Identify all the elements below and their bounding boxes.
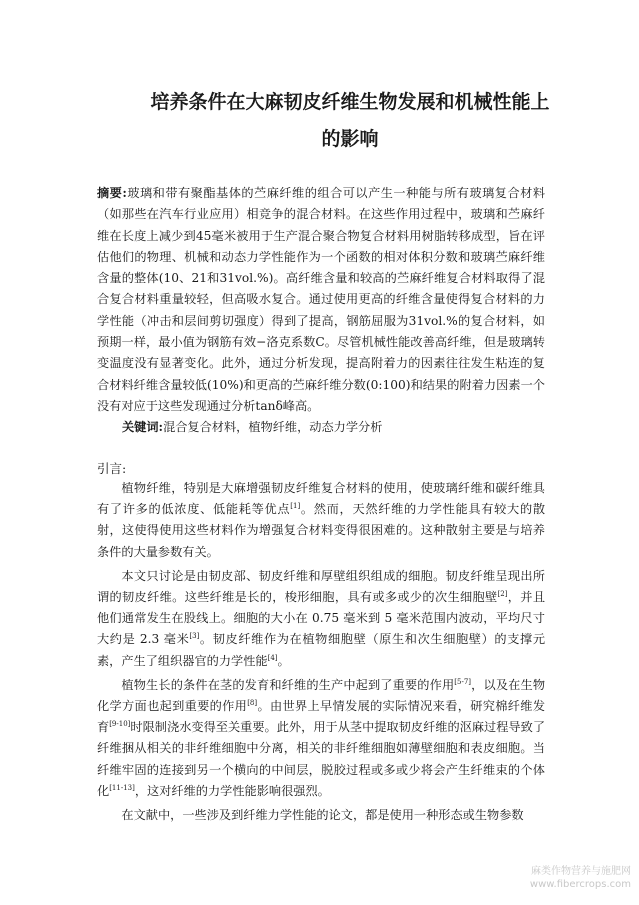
intro-body (97, 478, 545, 829)
intro-heading: 引言: (97, 461, 127, 476)
keywords-text: 混合复合材料，植物纤维，动态力学分析 (163, 420, 383, 434)
citation-ref: [5-7] (454, 677, 472, 686)
paragraph-text: 植物生长的条件在茎的发育和纤维的生产中起到了重要的作用 (121, 677, 455, 692)
paragraph-text: 。 (277, 653, 290, 668)
paragraph-text: 时限制浇水变得至关重要。此外，用于从茎中提取韧皮纤维的沤麻过程导致了纤维捆从相关的非纤维细胞中分离，相关的非纤维细胞如薄壁细胞和表皮细胞。当纤维牢固的连接到另一个横向的中间层，脱胶过程或多或少将会产生纤维束的个体化 (97, 720, 546, 798)
watermark-url: www.fibercrops.com (529, 879, 631, 890)
paragraph-text: 。韧皮纤维作为在植物细胞壁（原生和次生细胞壁）的支撑元素，产生了组织器官的力学性能 (97, 632, 546, 668)
citation-ref: [1] (290, 502, 301, 511)
paper-title: 培养条件在大麻韧皮纤维生物发展和机械性能上的影响 (150, 91, 550, 150)
abstract-text: 玻璃和带有聚酯基体的苎麻纤维的组合可以产生一种能与所有玻璃复合材料（如那些在汽车行业应用）相竞争的混合材料。在这些作用过程中，玻璃和苎麻纤维在长度上减少到45毫米被用于生产混合聚合物复合材料用树脂转移成型，旨在评估他们的物理、机械和动态力学性能作为一个函数的相对体积分数和玻璃苎麻纤维含量的整体(10、21和31vol.%)。高纤维含量和较高的苎麻纤维复合材料取得了混合复合材料重量较轻，但高吸水复合。通过使用更高的纤维含量使得复合材料的力学性能（冲击和层间剪切强度）得到了提高，钢筋屈服为31vol.%的复合材料，如预期一样，最小值为钢筋有效−洛克系数C。尽管机械性能改善高纤维，但是玻璃转变温度没有显著变化。此外，通过分析发现，提高附着力的因素往往发生粘连的复合材料纤维含量较低(10%)和更高的苎麻纤维分数(0:100)和结果的附着力因素一个没有对应于这些发现通过分析tanδ峰高。 (97, 186, 546, 413)
body-paragraph (97, 675, 545, 802)
keywords (122, 417, 542, 437)
citation-ref: [2] (497, 589, 508, 598)
paragraph-text: 本文只讨论是由韧皮部、韧皮纤维和厚壁组织组成的细胞。韧皮纤维呈现出所谓的韧皮纤维。这些纤维是长的，梭形细胞，具有或多或少的次生细胞壁 (97, 568, 545, 605)
site-watermark (530, 865, 631, 891)
paragraph-text: ，以及在生物化学方面也起到重要的作用 (97, 677, 546, 714)
abstract-label: 摘要: (97, 186, 127, 200)
paragraph-text: 。然而，天然纤维的力学性能具有较大的散射，这使得使用这些材料作为增强复合材料变得很困难的。这种散射主要是与培养条件的大量参数有关。 (97, 502, 546, 559)
body-paragraph (97, 805, 545, 826)
body-paragraph (97, 566, 545, 672)
paragraph-text: 。由世界上早情发展的实际情况来看，研究棉纤维发育 (97, 699, 546, 735)
citation-ref: [4] (267, 653, 278, 662)
abstract (97, 183, 545, 417)
keywords-label: 关键词: (122, 420, 164, 434)
citation-ref: [9-10] (109, 720, 131, 729)
paragraph-text: 植物纤维，特别是大麻增强韧皮纤维复合材料的使用，使玻璃纤维和碳纤维具有了许多的低浓度、低能耗等优点 (97, 481, 545, 517)
watermark-site-name: 麻类作物营养与施肥网 (531, 866, 631, 877)
citation-ref: [3] (189, 632, 200, 641)
citation-ref: [11-13] (109, 783, 135, 792)
paragraph-text: ，这对纤维的力学性能影响很强烈。 (134, 783, 330, 798)
citation-ref: [8] (247, 698, 258, 707)
paragraph-text: ，并且他们通常发生在股线上。细胞的大小在 0.75 毫米到 5 毫米范围内波动，平均尺寸大约是 2.3 毫米 (97, 590, 546, 647)
paragraph-text: 在文献中，一些涉及到纤维力学性能的论文，都是使用一种形态或生物参数 (121, 808, 524, 823)
body-paragraph (97, 478, 545, 563)
